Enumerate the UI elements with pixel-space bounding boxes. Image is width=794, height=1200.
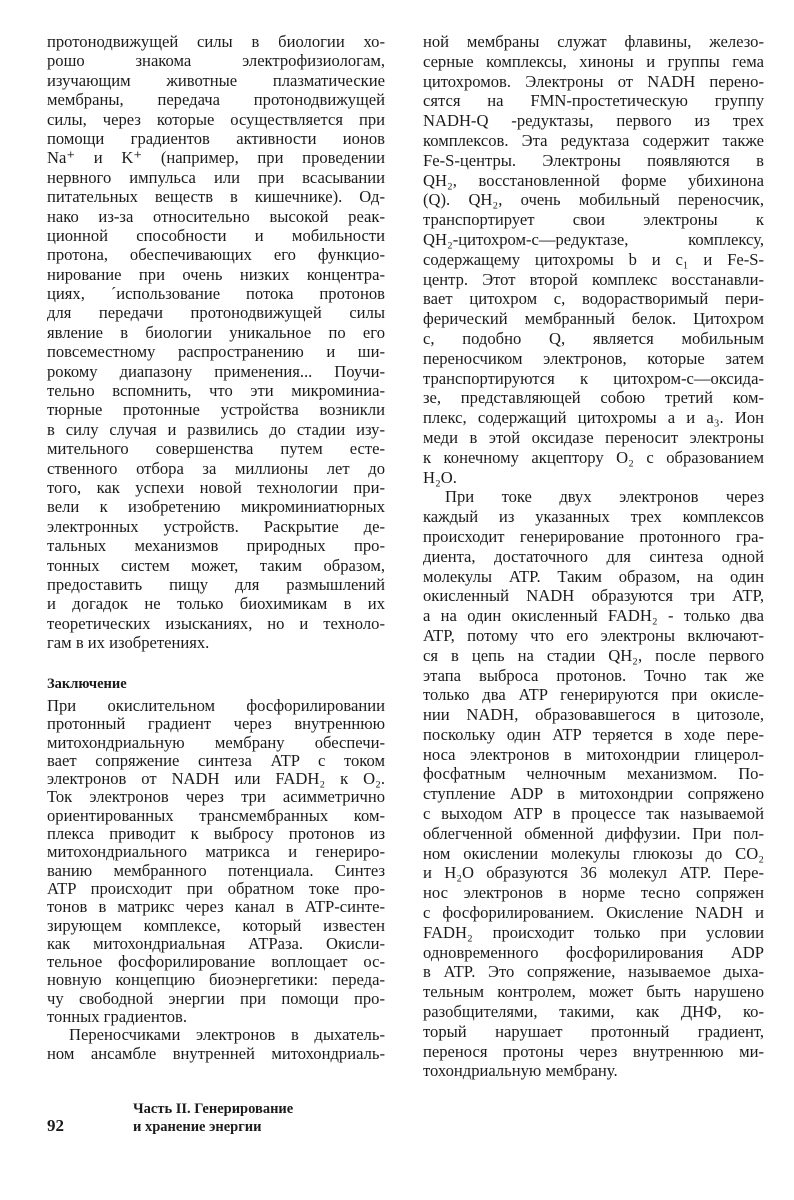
text-line: При токе двух электронов через <box>445 487 764 507</box>
text-line: плекса приводит к выбросу протонов из <box>47 824 385 844</box>
text-line: тальных механизмов природных про- <box>47 536 385 556</box>
text-line: Ток электронов через три асимметрично <box>47 787 385 807</box>
text-line: ной мембраны служат флавины, железо- <box>423 32 764 51</box>
text-line: H₂O. <box>423 467 457 487</box>
text-line: вает сопряжение синтеза ATP с током <box>47 750 385 770</box>
text-line: комплексов. Эта редуктаза содержит также <box>423 130 764 150</box>
text-line: ориентированных трансмембранных ком- <box>47 805 385 825</box>
text-line: в ATP. Это сопряжение, называемое дыха- <box>423 962 764 982</box>
text-line: ционной способности и мобильности <box>47 225 385 245</box>
text-line: зе, представляющей собою третий ком- <box>423 388 764 408</box>
text-line: с фосфорилированием. Окисление NADH и <box>423 903 764 923</box>
running-footer-section-title <box>133 1100 293 1136</box>
text-line: этапа выброса протонов. Точно так же <box>423 665 764 685</box>
text-line: облегченной обменной диффузии. При пол- <box>423 823 764 843</box>
text-line: силы, через которые осуществляется при <box>47 109 385 129</box>
text-line: и H₂O образуются 36 молекул ATP. Пере- <box>423 863 764 883</box>
text-line: тохондриальную мембрану. <box>423 1061 618 1081</box>
text-line: теоретических изысканиях, но и техноло- <box>47 613 385 633</box>
text-line: явление в биологии уникальное по его <box>47 322 385 342</box>
text-line: QH₂-цитохром-c—редуктазе, комплексу, <box>423 229 764 249</box>
text-line: гам в их изобретениях. <box>47 633 210 653</box>
text-line: каждый из указанных трех комплексов <box>423 507 764 527</box>
text-line: рокому диапазону применения... Поучи- <box>47 361 385 381</box>
text-line: как митохондриальная ATPаза. Окисли- <box>47 933 385 953</box>
text-line: плекс, содержащий цитохромы a и a₃. Ион <box>423 408 764 428</box>
text-line: протонный градиент через внутреннюю <box>47 714 385 734</box>
left-column-intro-text <box>47 32 385 653</box>
text-line: тюрные протонные устройства возникли <box>47 400 385 420</box>
text-line: протона, обеспечивающих его функцио- <box>47 245 385 265</box>
text-line: При окислительном фосфорилировании <box>47 696 385 715</box>
text-line: мембраны, передача протонодвижущей <box>47 90 385 110</box>
text-line: предоставить пищу для размышлений <box>47 574 385 594</box>
text-line: перенося протоны через внутреннюю ми- <box>423 1041 764 1061</box>
text-line: FADH₂ происходит только при условии <box>423 922 764 942</box>
text-line: транспортирует свои электроны к <box>423 210 764 230</box>
text-line: вели к изобретению микроминиатюрных <box>47 497 385 517</box>
text-line: нии NADH, образовавшегося в цитозоле, <box>423 705 764 725</box>
text-line: мительного совершенства путем есте- <box>47 439 385 459</box>
text-line: тельно вспомнить, что эти микроминиа- <box>47 381 385 401</box>
text-line: содержащему цитохромы b и c₁ и Fe-S- <box>423 249 764 269</box>
text-line: тельным контролем, может быть нарушено <box>423 982 764 1002</box>
text-line: ном ансамбле внутренней митохондриаль- <box>47 1043 385 1063</box>
text-line: с выходом ATP в процессе так называемой <box>423 804 764 824</box>
footer-title-line-2: и хранение энергии <box>133 1119 262 1135</box>
text-line: ферический мембранный белок. Цитохром <box>423 309 764 329</box>
text-line: рошо знакома электрофизиологам, <box>47 51 385 71</box>
text-line: фосфатным челночным механизмом. По- <box>423 764 764 784</box>
text-line: серные комплексы, хиноны и группы гема <box>423 51 764 71</box>
text-line: молекулы ATP. Таким образом, на один <box>423 566 764 586</box>
text-line: митохондриальную мембрану обеспечи- <box>47 732 385 752</box>
text-line: Переносчиками электронов в дыхатель- <box>69 1025 385 1045</box>
text-line: того, как успехи новой технологии при- <box>47 477 385 497</box>
text-line: а на один окисленный FADH₂ - только два <box>423 606 764 626</box>
text-line: ся в цепь на стадии QH₂, после первого <box>423 645 764 665</box>
text-line: разобщителями, такими, как ДНФ, ко- <box>423 1002 764 1022</box>
text-line: окисленный NADH образуются три ATP, <box>423 586 764 606</box>
text-line: электронов от NADH или FADH₂ к O₂. <box>47 769 385 789</box>
text-line: Na⁺ и K⁺ (например, при проведении <box>47 148 385 168</box>
text-line: NADH-Q -редуктазы, первого из трех <box>423 111 764 131</box>
text-line: зирующем комплексе, который известен <box>47 915 385 935</box>
left-column-conclusion-text <box>47 697 385 1063</box>
text-line: в силу случая и развились до стадии изу- <box>47 419 385 439</box>
text-line: к конечному акцептору O₂ с образованием <box>423 447 764 467</box>
text-line: одновременного фосфорилирования ADP <box>423 942 764 962</box>
text-line: c, подобно Q, является мобильным <box>423 328 764 348</box>
text-line: чу свободной энергии при помощи про- <box>47 988 385 1008</box>
section-heading-conclusion: Заключение <box>47 676 127 692</box>
text-line: сятся на FMN-простетическую группу <box>423 91 764 111</box>
text-line: нирование при очень низких концентра- <box>47 264 385 284</box>
text-line: нервного импульса или при всасывании <box>47 167 385 187</box>
text-line: нако из-за относительно высокой реак- <box>47 206 385 226</box>
text-line: тонов в матрикс через канал в ATP-синте- <box>47 897 385 917</box>
text-line: нос электронов в норме тесно сопряжен <box>423 883 764 903</box>
text-line: питательных веществ в кишечнике). Од- <box>47 187 385 207</box>
text-line: ATP происходит при обратном токе про- <box>47 878 385 898</box>
text-line: электронных устройств. Раскрытие де- <box>47 516 385 536</box>
text-line: циях, ´использование потока протонов <box>47 284 385 304</box>
text-line: и догадок не только биохимикам в их <box>47 594 385 614</box>
text-line: для передачи протонодвижущей силы <box>47 303 385 323</box>
page-number: 92 <box>47 1116 64 1135</box>
text-line: (Q). QH₂, очень мобильный переносчик, <box>423 190 764 210</box>
text-line: изучающим животные плазматические <box>47 70 385 90</box>
right-column-text <box>423 32 764 1081</box>
text-line: цитохромов. Электроны от NADH перено- <box>423 71 764 91</box>
text-line: поскольку один ATP теряется в ходе пере- <box>423 724 764 744</box>
text-line: происходит генерирование протонного гра- <box>423 526 764 546</box>
text-line: ATP, потому что его электроны включают- <box>423 625 764 645</box>
text-line: переносчиком электронов, которые затем <box>423 348 764 368</box>
text-line: центр. Этот второй комплекс восстанавли- <box>423 269 764 289</box>
text-line: Fe-S-центры. Электроны появляются в <box>423 150 764 170</box>
text-line: транспортируются к цитохром-c—оксида- <box>423 368 764 388</box>
text-line: ступление ADP в митохондрии сопряжено <box>423 784 764 804</box>
text-line: меди в этой оксидазе переносит электроны <box>423 427 764 447</box>
text-line: диента, достаточного для синтеза одной <box>423 546 764 566</box>
text-line: повсеместному распространению и ши- <box>47 342 385 362</box>
text-line: тонных градиентов. <box>47 1007 188 1027</box>
text-line: митохондриального матрикса и генериро- <box>47 842 385 862</box>
text-line: новную концепцию биоэнергетики: переда- <box>47 970 385 990</box>
text-line: торый нарушает протонный градиент, <box>423 1021 764 1041</box>
text-line: ном окислении молекулы глюкозы до CO₂ <box>423 843 764 863</box>
text-line: вает цитохром c, водорастворимый пери- <box>423 289 764 309</box>
text-line: ванию мембранного потенциала. Синтез <box>47 860 385 880</box>
footer-title-line-1: Часть II. Генерирование <box>133 1101 294 1117</box>
text-line: тельное фосфорилирование воплощает ос- <box>47 952 385 972</box>
text-line: протонодвижущей силы в биологии хо- <box>47 32 385 51</box>
text-line: только два ATP генерируются при окисле- <box>423 685 764 705</box>
text-line: помощи градиентов активности ионов <box>47 128 385 148</box>
text-line: QH₂, восстановленной форме убихинона <box>423 170 764 190</box>
text-line: носа электронов в митохондрии глицерол- <box>423 744 764 764</box>
text-line: ственного отбора за миллионы лет до <box>47 458 385 478</box>
text-line: тонных систем может, таким образом, <box>47 555 385 575</box>
